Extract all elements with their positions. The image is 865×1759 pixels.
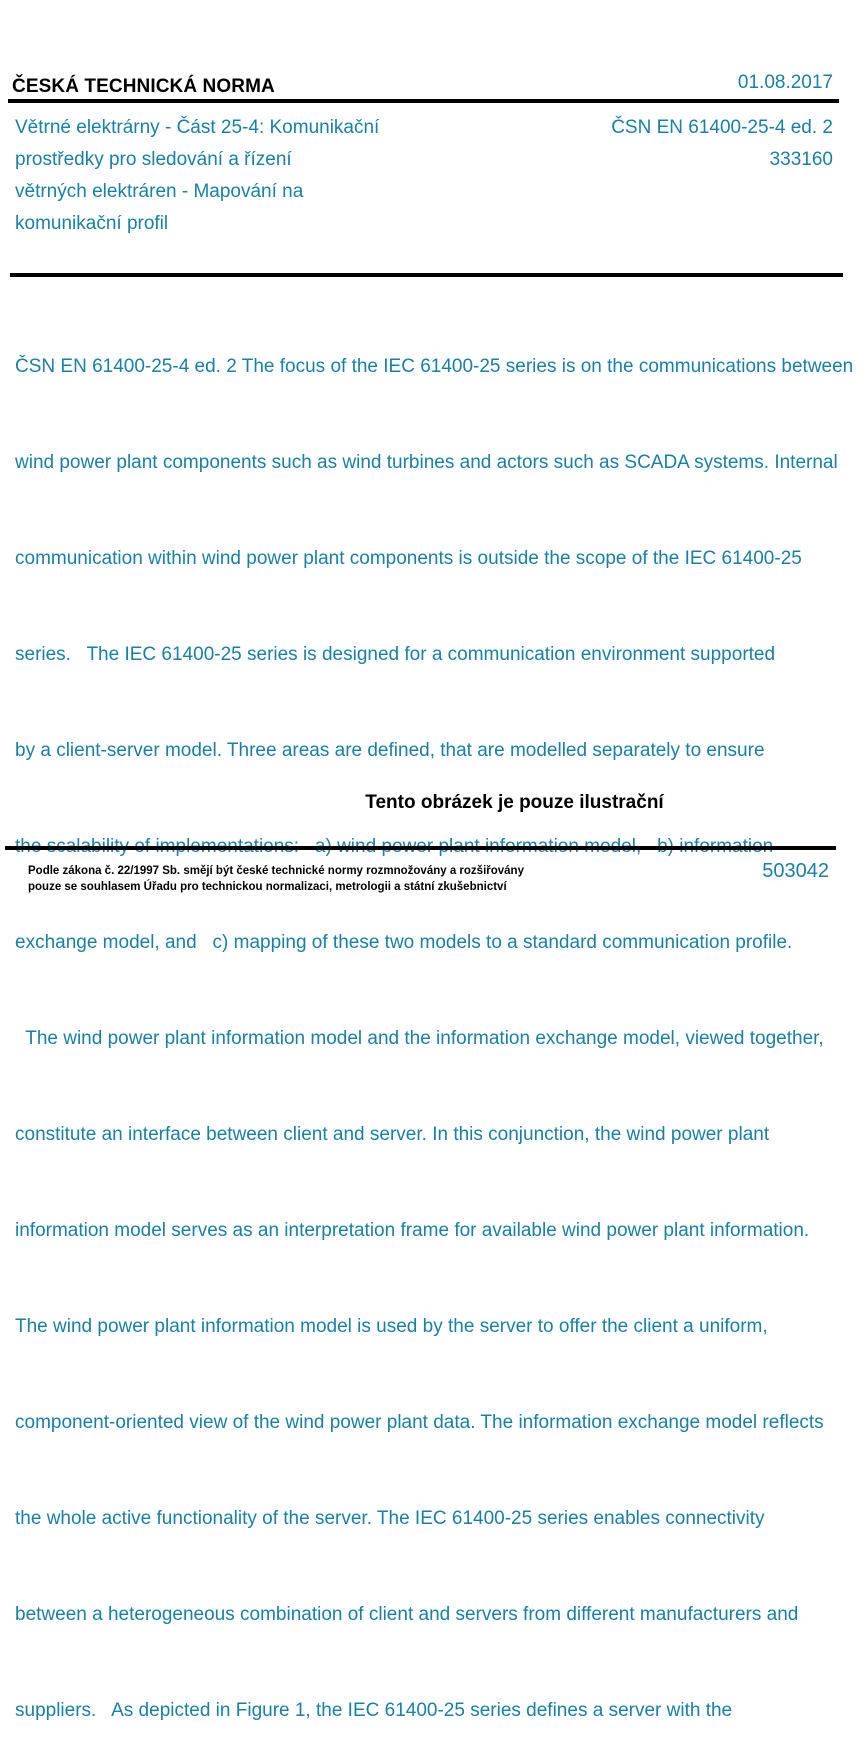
abstract-line: communication within wind power plant components is outside the scope of the IEC 61400-25 bbox=[15, 548, 802, 569]
legal-notice-line: Podle zákona č. 22/1997 Sb. smějí být české technické normy rozmnožovány a rozšiřovány bbox=[28, 865, 524, 877]
document-number: 503042 bbox=[762, 860, 829, 882]
abstract-line: the whole active functionality of the server. The IEC 61400-25 series enables connectivity bbox=[15, 1508, 765, 1529]
illustration-notice: Tento obrázek je pouze ilustrační bbox=[365, 792, 664, 813]
abstract-line: constitute an interface between client and server. In this conjunction, the wind power plant bbox=[15, 1124, 770, 1145]
standard-identifiers bbox=[611, 112, 833, 176]
standard-title-line: větrných elektráren - Mapování na bbox=[15, 181, 304, 202]
abstract-text bbox=[15, 287, 865, 1759]
abstract-line: series. The IEC 61400-25 series is designed for a communication environment supported bbox=[15, 644, 776, 665]
standard-designation: ČSN EN 61400-25-4 ed. 2 bbox=[611, 117, 833, 138]
middle-divider bbox=[10, 273, 843, 277]
publication-date: 01.08.2017 bbox=[737, 72, 833, 93]
standard-title-line: komunikační profil bbox=[15, 213, 169, 234]
standard-title bbox=[15, 112, 455, 240]
abstract-line: The wind power plant information model is used by the server to offer the client a uniform, bbox=[15, 1316, 768, 1337]
standard-title-line: Větrné elektrárny - Část 25-4: Komunikační bbox=[15, 117, 380, 138]
abstract-line: component-oriented view of the wind power plant data. The information exchange model reflects bbox=[15, 1412, 824, 1433]
abstract-line: information model serves as an interpretation frame for available wind power plant information. bbox=[15, 1220, 810, 1241]
abstract-line: wind power plant components such as wind turbines and actors such as SCADA systems. Internal bbox=[15, 452, 838, 473]
abstract-line: suppliers. As depicted in Figure 1, the IEC 61400-25 series defines a server with the bbox=[15, 1700, 733, 1721]
abstract-line: The wind power plant information model and the information exchange model, viewed together, bbox=[15, 1028, 824, 1049]
standard-title-line: prostředky pro sledování a řízení bbox=[15, 149, 292, 170]
abstract-line: ČSN EN 61400-25-4 ed. 2 The focus of the IEC 61400-25 series is on the communications between bbox=[15, 356, 854, 377]
abstract-line: exchange model, and c) mapping of these two models to a standard communication profile. bbox=[15, 932, 793, 953]
norm-header-title: ČESKÁ TECHNICKÁ NORMA bbox=[12, 76, 275, 97]
top-divider bbox=[8, 99, 839, 103]
legal-notice bbox=[28, 863, 524, 895]
bottom-divider bbox=[5, 846, 836, 850]
legal-notice-line: pouze se souhlasem Úřadu pro technickou normalizaci, metrologii a státní zkušebnictví bbox=[28, 881, 507, 893]
classification-code: 333160 bbox=[769, 149, 833, 170]
abstract-line: between a heterogeneous combination of client and servers from different manufacturers and bbox=[15, 1604, 799, 1625]
abstract-line: by a client-server model. Three areas are defined, that are modelled separately to ensure bbox=[15, 740, 765, 761]
